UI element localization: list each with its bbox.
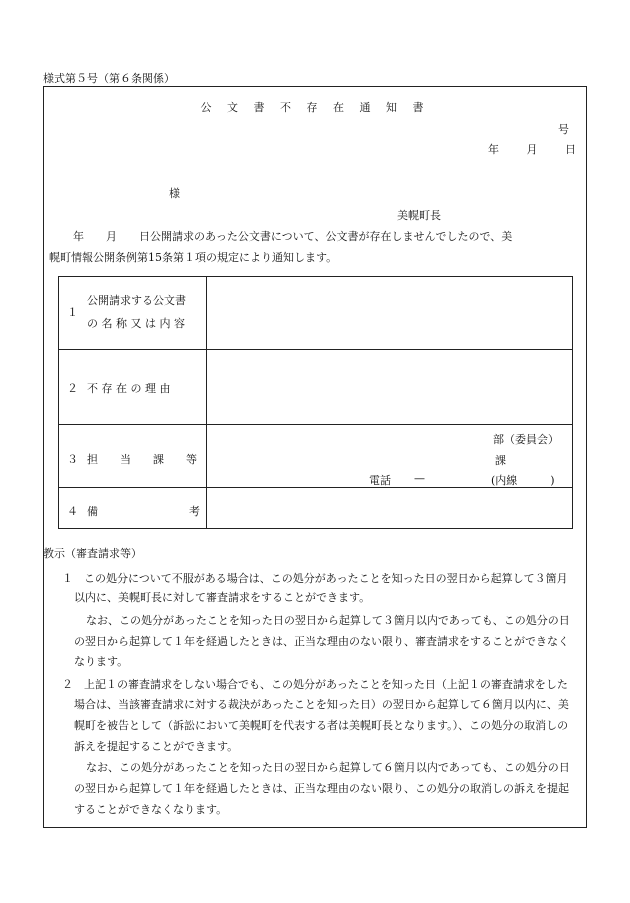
notice-item1-note-line2: の翌日から起算して１年を経過したときは、正当な理由のない限り、審査請求をすることができなく [74,635,569,648]
notice-item2-line3: 幌町を被告として（訴訟において美幌町を代表する者は美幌町長となります。）、この処分の取消しの [74,719,569,732]
row3-dept: 部（委員会） [493,433,559,446]
notice-item2-note-line2: の翌日から起算して１年を経過したときは、正当な理由のない限り、この処分の取消しの訴えを提起 [74,782,569,795]
row2-number: ２ [67,382,78,395]
notice-item1-line1: １ この処分について不服がある場合は、この処分があったことを知った日の翌日から起算して３箇月 [62,572,568,585]
row4-label-left: 備 [87,505,98,518]
table-row-divider [59,349,572,350]
row3-section: 課 [495,454,506,467]
row4-value-cell[interactable] [209,491,569,525]
row3-label: 担 当 課 等 [87,453,197,466]
date-day: 日 [565,143,576,156]
row2-value-cell[interactable] [209,353,569,421]
form-label: 様式第５号（第６条関係） [43,72,175,85]
notice-item1-note-line1: なお、この処分があったことを知った日の翌日から起算して３箇月以内であっても、この処分の日 [86,614,570,627]
notice-item1-note-line3: なります。 [74,655,129,668]
date-year: 年 [488,143,499,156]
row1-value-cell[interactable] [209,280,569,346]
row1-label-line1: 公開請求する公文書 [87,294,186,307]
date-month: 月 [526,143,538,156]
body-line-1: 年 月 日公開請求のあった公文書について、公文書が存在しませんでしたので、美 [73,230,513,243]
row1-label-line2: の 名 称 又 は 内 容 [87,317,185,330]
notice-item1-line2: 以内に、美幌町長に対して審査請求をすることができます。 [74,591,371,604]
row4-number: ４ [67,505,78,518]
notice-heading: 教示（審査請求等） [43,547,142,560]
document-title: 公 文 書 不 存 在 通 知 書 [200,101,430,114]
row4-label-right: 考 [189,505,200,518]
addressee-suffix: 様 [169,187,180,200]
notice-item2-line1: ２ 上記１の審査請求をしない場合でも、この処分があったことを知った日（上記１の審査請求をした [62,678,568,691]
row3-phone-label: 電話 [369,474,391,487]
row1-number: １ [67,306,78,319]
table-row-divider [59,424,572,425]
row3-extension: (内線 ) [491,474,555,487]
body-line-2: 幌町情報公開条例第15条第１項の規定により通知します。 [49,251,338,264]
document-date [488,141,576,157]
notice-item2-line4: 訴えを提起することができます。 [74,740,239,753]
notice-item2-note-line1: なお、この処分があったことを知った日の翌日から起算して６箇月以内であっても、この処分の日 [86,761,570,774]
row3-phone-dash: — [414,472,425,485]
row3-number: ３ [67,453,78,466]
notice-item2-line2: 場合は、当該審査請求に対する裁決があったことを知った日）の翌日から起算して６箇月以内に、美 [74,698,569,711]
table-column-divider [206,277,207,528]
row2-label: 不 存 在 の 理 由 [87,382,171,395]
notice-item2-note-line3: することができなくなります。 [74,803,228,816]
info-table [58,276,573,529]
issuer-name: 美幌町長 [397,209,441,222]
document-number-suffix: 号 [558,123,569,136]
